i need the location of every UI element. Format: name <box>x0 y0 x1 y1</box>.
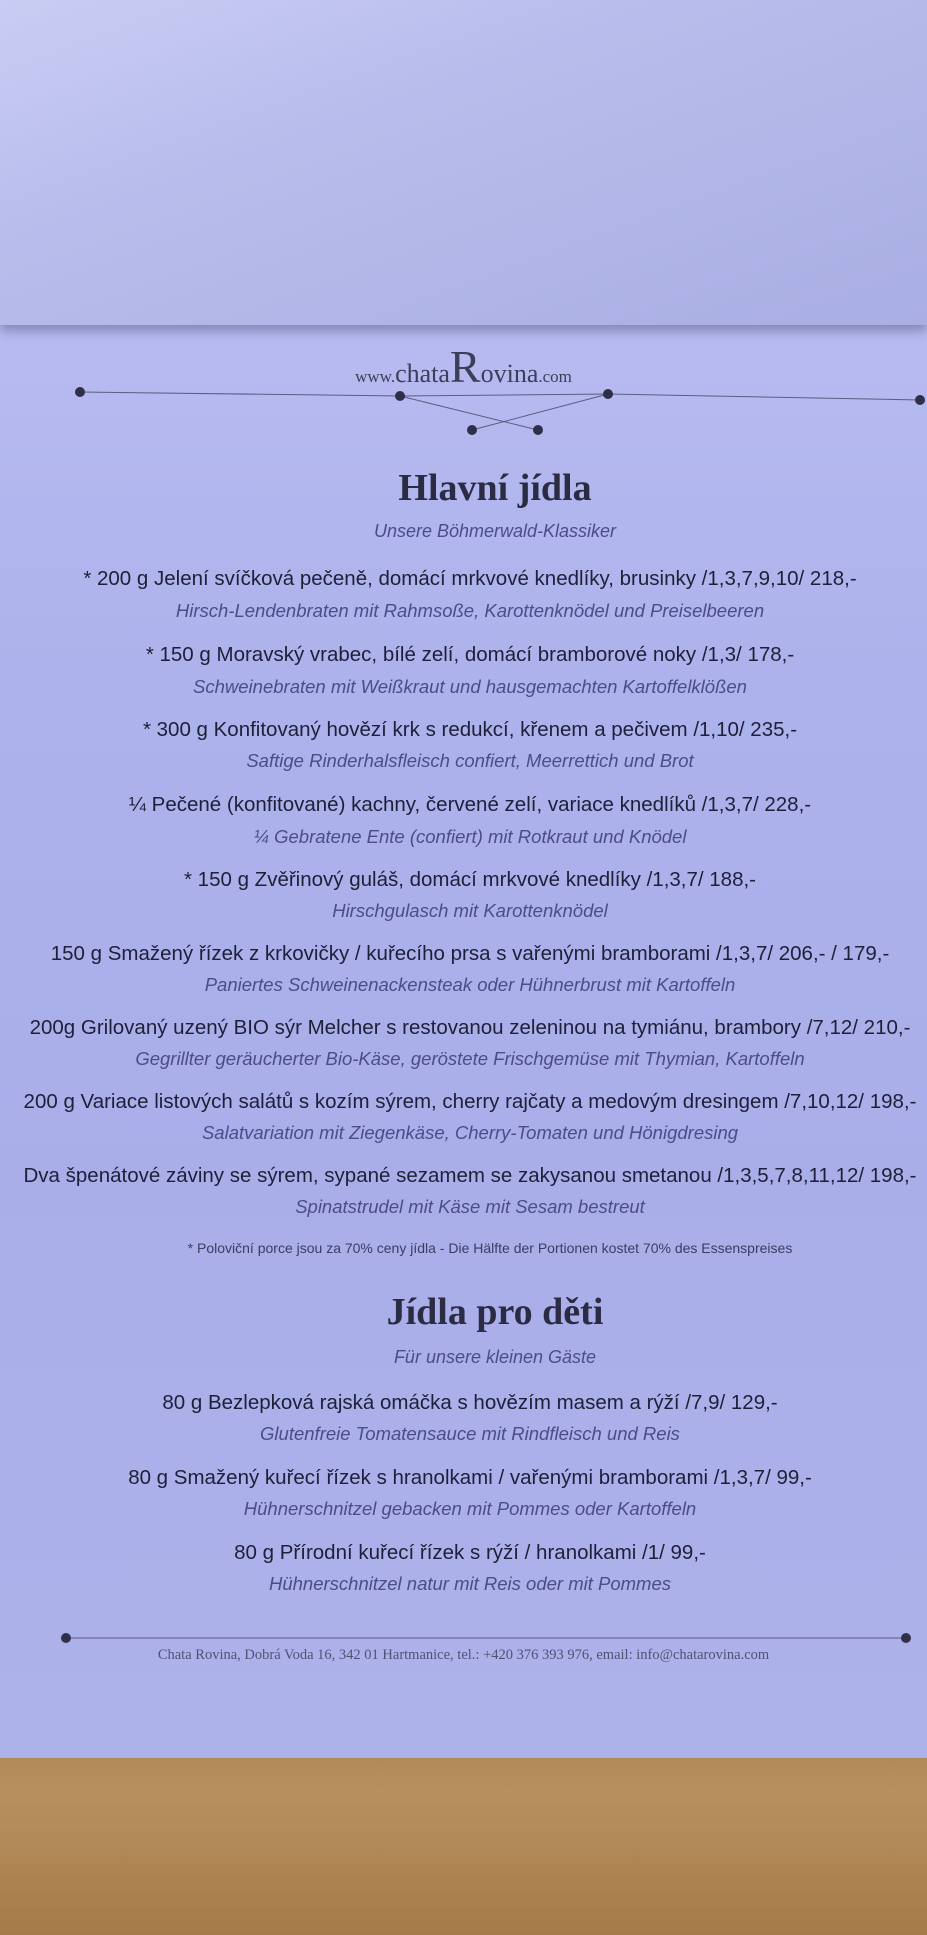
dish-de: Paniertes Schweinenackensteak oder Hühnerbrust mit Kartoffeln <box>204 974 736 995</box>
footer-divider <box>0 1618 927 1648</box>
kids-dish-cz: 80 g Smažený kuřecí řízek s hranolkami / vařenými bramborami /1,3,7/ 99,- <box>128 1466 812 1489</box>
dish-de: Gegrillter geräucherter Bio-Käse, geröstete Frischgemüse mit Thymian, Kartoffeln <box>135 1048 805 1069</box>
url-name-2: ovina <box>480 359 539 388</box>
kids-dishes-subtitle: Für unsere kleinen Gäste <box>393 1347 597 1367</box>
menu-page <box>0 318 927 1758</box>
url-suffix: .com <box>538 367 572 386</box>
half-portion-note: * Poloviční porce jsou za 70% ceny jídla - Die Hälfte der Portionen kostet 70% des Essenspreises <box>187 1240 793 1256</box>
main-dishes-title: Hlavní jídla <box>398 467 592 509</box>
dish-de: Saftige Rinderhalsfleisch confiert, Meerrettich und Brot <box>246 750 694 771</box>
dish-cz: 200g Grilovaný uzený BIO sýr Melcher s restovanou zeleninou na tymiánu, brambory /7,12/ 210,- <box>29 1016 911 1039</box>
dish-cz: 150 g Smažený řízek z krkovičky / kuřecího prsa s vařenými bramborami /1,3,7/ 206,- / 179,- <box>50 942 890 965</box>
kids-dish-de: Hühnerschnitzel gebacken mit Pommes oder Kartoffeln <box>243 1498 697 1519</box>
url-prefix: www. <box>355 367 396 386</box>
dish-cz: * 300 g Konfitovaný hovězí krk s redukcí, křenem a pečivem /1,10/ 235,- <box>142 718 798 741</box>
dish-cz: 200 g Variace listových salátů s kozím sýrem, cherry rajčaty a medovým dresingem /7,10,12/ 198,- <box>23 1090 917 1113</box>
kids-dish-de: Hühnerschnitzel natur mit Reis oder mit Pommes <box>268 1573 671 1594</box>
dish-cz: * 150 g Moravský vrabec, bílé zelí, domácí bramborové noky /1,3/ 178,- <box>145 643 795 666</box>
url-initial: R <box>449 341 481 392</box>
dish-de: Hirsch-Lendenbraten mit Rahmsoße, Karottenknödel und Preiselbeeren <box>175 600 765 621</box>
dish-de: Schweinebraten mit Weißkraut und hausgemachten Kartoffelklößen <box>193 676 747 697</box>
dish-de: ¼ Gebratene Ente (confiert) mit Rotkraut und Knödel <box>253 826 687 847</box>
kids-dishes-title: Jídla pro děti <box>386 1291 604 1333</box>
dish-de: Salatvariation mit Ziegenkäse, Cherry-Tomaten und Hönigdresing <box>201 1122 739 1143</box>
contact-footer: Chata Rovina, Dobrá Voda 16, 342 01 Hartmanice, tel.: +420 376 393 976, email: info@chatarovina.com <box>157 1647 770 1663</box>
turned-page <box>0 0 927 325</box>
dish-cz: * 200 g Jelení svíčková pečeně, domácí mrkvové knedlíky, brusinky /1,3,7,9,10/ 218,- <box>83 567 857 590</box>
kids-dish-de: Glutenfreie Tomatensauce mit Rindfleisch und Reis <box>260 1423 680 1444</box>
kids-dish-cz: 80 g Bezlepková rajská omáčka s hovězím masem a rýží /7,9/ 129,- <box>162 1391 778 1414</box>
header-ornament <box>0 370 927 440</box>
dish-cz: * 150 g Zvěřinový guláš, domácí mrkvové knedlíky /1,3,7/ 188,- <box>184 868 756 891</box>
dish-cz: ¼ Pečené (konfitované) kachny, červené zelí, variace knedlíků /1,3,7/ 228,- <box>128 793 812 816</box>
dish-de: Spinatstrudel mit Käse mit Sesam bestreut <box>295 1196 645 1217</box>
main-dishes-subtitle: Unsere Böhmerwald-Klassiker <box>373 521 617 541</box>
kids-dish-cz: 80 g Přírodní kuřecí řízek s rýží / hranolkami /1/ 99,- <box>234 1541 706 1564</box>
url-name-1: chata <box>395 359 450 388</box>
dish-de: Hirschgulasch mit Karottenknödel <box>332 900 608 921</box>
dish-cz: Dva špenátové záviny se sýrem, sypané sezamem se zakysanou smetanou /1,3,5,7,8,11,12/ 198,- <box>23 1164 917 1187</box>
